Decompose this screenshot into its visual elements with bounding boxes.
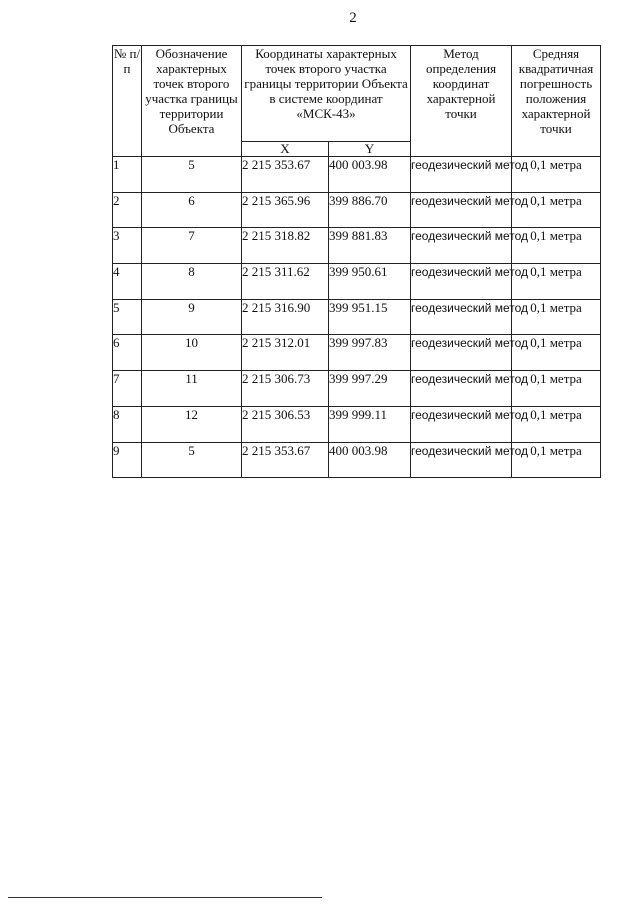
cell-method: геодезический метод [411,157,512,193]
table-row [113,264,601,300]
cell-point: 11 [142,371,242,407]
cell-error: 0,1 метра [512,192,601,228]
header-error: Средняя квадратичная погрешность положения характерной точки [512,46,601,157]
table-row [113,406,601,442]
cell-method: геодезический метод [411,406,512,442]
coordinates-table [112,45,601,478]
cell-x: 2 215 353.67 [242,442,329,478]
cell-method: геодезический метод [411,442,512,478]
table-header-row [113,46,601,142]
cell-y: 400 003.98 [329,157,411,193]
header-y: Y [329,141,411,156]
cell-error: 0,1 метра [512,406,601,442]
cell-error: 0,1 метра [512,335,601,371]
table-row [113,228,601,264]
cell-num: 1 [113,157,142,193]
cell-method: геодезический метод [411,371,512,407]
cell-y: 399 886.70 [329,192,411,228]
cell-x: 2 215 353.67 [242,157,329,193]
cell-y: 399 999.11 [329,406,411,442]
cell-num: 5 [113,299,142,335]
table-row [113,371,601,407]
cell-point: 9 [142,299,242,335]
cell-x: 2 215 318.82 [242,228,329,264]
cell-error: 0,1 метра [512,157,601,193]
header-point: Обозначение характерных точек второго участка границы территории Объекта [142,46,242,157]
cell-num: 3 [113,228,142,264]
cell-num: 6 [113,335,142,371]
table-row [113,157,601,193]
cell-point: 5 [142,157,242,193]
cell-x: 2 215 312.01 [242,335,329,371]
cell-y: 399 950.61 [329,264,411,300]
cell-method: геодезический метод [411,192,512,228]
cell-num: 7 [113,371,142,407]
cell-x: 2 215 365.96 [242,192,329,228]
cell-point: 6 [142,192,242,228]
cell-error: 0,1 метра [512,264,601,300]
cell-num: 9 [113,442,142,478]
cell-point: 5 [142,442,242,478]
table-row [113,335,601,371]
cell-method: геодезический метод [411,264,512,300]
cell-point: 10 [142,335,242,371]
cell-error: 0,1 метра [512,371,601,407]
cell-error: 0,1 метра [512,228,601,264]
cell-error: 0,1 метра [512,299,601,335]
header-method: Метод определения координат характерной точки [411,46,512,157]
cell-error: 0,1 метра [512,442,601,478]
table-row [113,442,601,478]
cell-x: 2 215 306.53 [242,406,329,442]
header-coordinates: Координаты характерных точек второго участка границы территории Объекта в системе координат «МСК-43» [242,46,411,142]
page-number: 2 [349,10,357,26]
cell-y: 399 881.83 [329,228,411,264]
cell-y: 399 997.83 [329,335,411,371]
cell-method: геодезический метод [411,228,512,264]
cell-y: 400 003.98 [329,442,411,478]
cell-y: 399 951.15 [329,299,411,335]
cell-x: 2 215 316.90 [242,299,329,335]
cell-num: 8 [113,406,142,442]
cell-x: 2 215 306.73 [242,371,329,407]
cell-point: 7 [142,228,242,264]
cell-num: 4 [113,264,142,300]
cell-num: 2 [113,192,142,228]
cell-point: 8 [142,264,242,300]
cell-y: 399 997.29 [329,371,411,407]
cell-point: 12 [142,406,242,442]
cell-x: 2 215 311.62 [242,264,329,300]
footnote-separator-line [8,897,322,898]
cell-method: геодезический метод [411,299,512,335]
table-row [113,299,601,335]
header-x: X [242,141,329,156]
header-num: № п/п [113,46,142,157]
cell-method: геодезический метод [411,335,512,371]
table-row [113,192,601,228]
